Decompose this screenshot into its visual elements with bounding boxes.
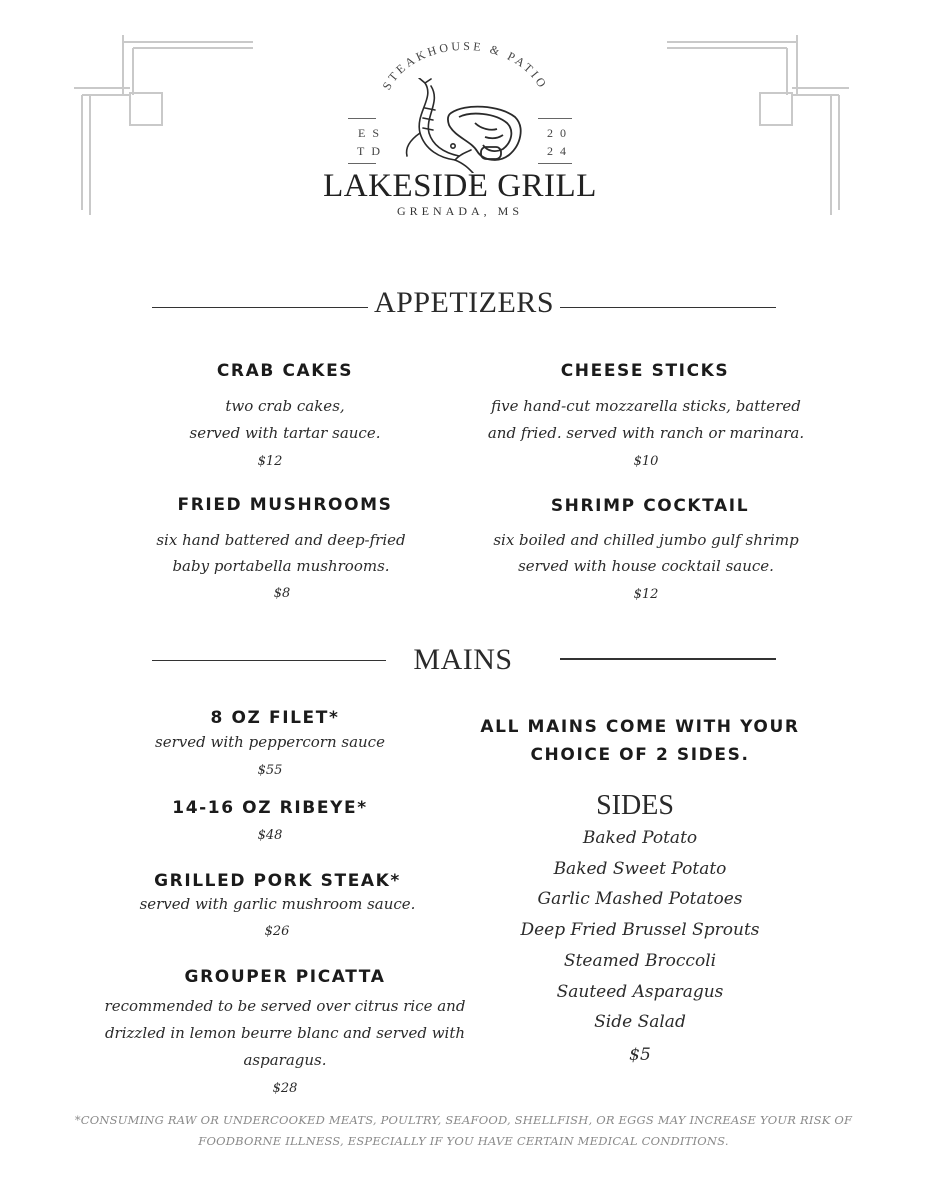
svg-text:STEAKHOUSE & PATIO: STEAKHOUSE & PATIO	[379, 40, 551, 93]
item-name: GROUPER PICATTA	[184, 967, 386, 987]
side-item: Steamed Broccoli	[563, 951, 717, 971]
divider-line	[152, 660, 386, 661]
item-name: 14-16 OZ RIBEYE*	[172, 798, 368, 818]
year-label-1: 20	[547, 126, 573, 140]
sides-note-line: ALL MAINS COME WITH YOUR	[480, 717, 800, 737]
item-desc-line: five hand-cut mozzarella sticks, battered	[491, 397, 801, 415]
item-desc-line: and fried. served with ranch or marinara.	[487, 424, 805, 442]
est-label-1: ES	[357, 126, 386, 140]
item-name: FRIED MUSHROOMS	[177, 495, 393, 515]
disclaimer-line: *CONSUMING RAW OR UNDERCOOKED MEATS, POULTRY, SEAFOOD, SHELLFISH, OR EGGS MAY INCREASE YOUR RISK OF	[74, 1113, 853, 1127]
side-item: Deep Fried Brussel Sprouts	[520, 920, 760, 940]
divider-line	[560, 307, 776, 308]
item-desc-line: baby portabella mushrooms.	[172, 557, 390, 575]
item-price: $10	[633, 454, 659, 469]
item-name: SHRIMP COCKTAIL	[550, 496, 750, 516]
side-item: Side Salad	[594, 1012, 686, 1032]
mains-heading: MAINS	[413, 643, 513, 676]
side-item: Baked Sweet Potato	[553, 859, 727, 879]
item-name: CHEESE STICKS	[560, 361, 730, 381]
item-price: $55	[257, 763, 283, 778]
item-price: $12	[633, 587, 659, 602]
item-desc-line: served with tartar sauce.	[189, 424, 381, 442]
item-desc: served with peppercorn sauce	[155, 733, 385, 751]
item-price: $12	[257, 454, 283, 469]
item-price: $48	[257, 828, 283, 843]
item-desc-line: recommended to be served over citrus rice and	[104, 997, 466, 1015]
divider-line	[560, 658, 776, 660]
item-desc-line: asparagus.	[243, 1051, 327, 1069]
divider-line	[152, 307, 368, 308]
item-price: $8	[273, 586, 291, 601]
sides-note-line: CHOICE OF 2 SIDES.	[530, 745, 750, 765]
year-label-2: 24	[547, 144, 573, 158]
disclaimer-line: FOODBORNE ILLNESS, ESPECIALLY IF YOU HAVE CERTAIN MEDICAL CONDITIONS.	[198, 1134, 729, 1148]
side-item: Garlic Mashed Potatoes	[537, 889, 743, 909]
steak-icon	[445, 103, 525, 165]
side-item: Sauteed Asparagus	[556, 982, 724, 1002]
item-price: $28	[272, 1081, 298, 1096]
disclaimer	[60, 1110, 867, 1152]
item-desc-line: six hand battered and deep-fried	[156, 531, 406, 549]
side-item: Baked Potato	[582, 828, 698, 848]
item-price: $26	[264, 924, 290, 939]
sides-price: $5	[629, 1045, 651, 1065]
item-name: GRILLED PORK STEAK*	[154, 871, 401, 891]
restaurant-location: GRENADA, MS	[396, 204, 523, 218]
item-desc-line: six boiled and chilled jumbo gulf shrimp	[493, 531, 799, 549]
item-name: CRAB CAKES	[216, 361, 354, 381]
item-desc-line: two crab cakes,	[225, 397, 345, 415]
item-name: 8 OZ FILET*	[210, 708, 340, 728]
item-desc: served with garlic mushroom sauce.	[139, 895, 416, 913]
sides-heading: SIDES	[596, 790, 674, 821]
item-desc-line: served with house cocktail sauce.	[518, 557, 774, 575]
est-label-2: TD	[357, 144, 387, 158]
appetizers-heading: APPETIZERS	[373, 286, 555, 319]
item-desc-line: drizzled in lemon beurre blanc and served with	[104, 1024, 466, 1042]
restaurant-name: LAKESIDE GRILL	[323, 168, 597, 204]
